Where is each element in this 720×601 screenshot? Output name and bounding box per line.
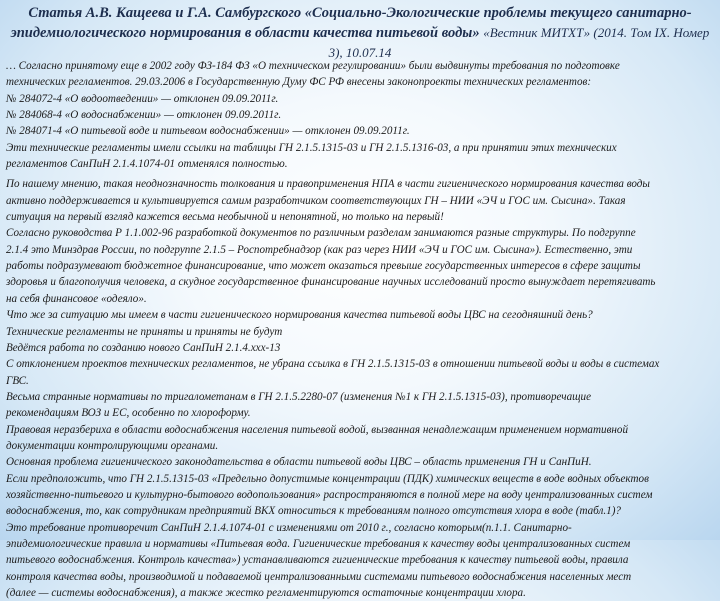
text-line: № 284072-4 «О водоотведении» — отклонен 09.09.2011г. xyxy=(6,92,279,105)
text-line: питьевого водоснабжения. Контроль качества») устанавливаются гигиенические требования к качеству питьевой воды, правила xyxy=(6,554,629,567)
article-title xyxy=(10,4,710,63)
text-line: эпидемиологические правила и нормативы «Питьевая вода. Гигиенические требования к качеству воды централизованных систем xyxy=(6,537,631,550)
text-line: № 284068-4 «О водоснабжении» — отклонен 09.09.2011г. xyxy=(6,109,282,122)
text-line: здоровья и благополучия человека, а скудное государственное финансирование научных исследований просто вынуждает перетягивать xyxy=(6,276,656,289)
text-line: С отклонением проектов технических регламентов, не убрана ссылка в ГН 2.1.5.1315-03 в отношении питьевой воды и воды в системах xyxy=(6,358,660,371)
text-line: Основная проблема гигиенического законодательства в области питьевой воды ЦВС – область применения ГН и СанПиН. xyxy=(6,456,592,469)
article-source: «Вестник МИТХТ» (2014. Том IX. Номер 3), 10.07.14 xyxy=(328,25,710,60)
text-line: Согласно руководства Р 1.1.002-96 разработкой документов по различным разделам занимаются разные структуры. По подгруппе xyxy=(6,227,636,240)
article-title-main: Статья А.В. Кащеева и Г.А. Самбургского «Социально-Экологические проблемы текущего санитарно-эпидемиологического нормирования в области качества питьевой воды» xyxy=(10,5,692,41)
text-line: активно поддерживается и культивируется самим разработчиком соответствующих ГН – НИИ «ЭЧ и ГОС им. Сысина». Такая xyxy=(6,194,626,207)
text-line: Если предположить, что ГН 2.1.5.1315-03 «Предельно допустимые концентрации (ПДК) химических веществ в воде водных объектов xyxy=(6,472,649,485)
text-line: № 284071-4 «О питьевой воде и питьевом водоснабжении» — отклонен 09.09.2011г. xyxy=(6,125,410,138)
text-line: на себя финансовое «одеяло». xyxy=(6,292,147,305)
text-line: Весьма странные нормативы по тригалометанам в ГН 2.1.5.2280-07 (изменения №1 к ГН 2.1.5.1315-03), противоречащие xyxy=(6,390,592,403)
text-line: … Согласно принятому еще в 2002 году ФЗ-184 ФЗ «О техническом регулировании» были выдвинуты требования по подготовке xyxy=(6,60,620,72)
text-line: хозяйственно-питьевого и культурно-бытового водопользования» распространяются в полной мере на воду централизованных систем xyxy=(6,488,653,501)
paragraph-technical-regulations xyxy=(6,58,716,172)
text-line: Технические регламенты не приняты и приняты не будут xyxy=(6,325,283,338)
text-line: водоснабжения, то, как сотрудникам предприятий ВКХ относиться к требованиям полного отсутствия хлора в воде (табл.1)? xyxy=(6,505,621,518)
text-line: рекомендациям ВОЗ и ЕС, особенно по хлороформу. xyxy=(6,407,251,420)
text-line: контроля качества воды, производимой и подаваемой централизованными системами питьевого водоснабжения населенных мест xyxy=(6,570,632,583)
article-body xyxy=(6,58,716,601)
text-line: работы подразумевают бюджетное финансирование, что может оказаться превыше государственных интересов в сфере защиты xyxy=(6,260,641,273)
text-line: Что же за ситуацию мы имеем в части гигиенического нормирования качества питьевой воды ЦВС на сегодняшний день? xyxy=(6,309,593,322)
text-line: технических регламентов. 29.03.2006 в Государственную Думу ФС РФ внесены законопроекты технических регламентов: xyxy=(6,76,592,89)
text-line: (далее — системы водоснабжения), а также жестко регламентируются остаточные концентрации хлора. xyxy=(6,587,526,599)
text-line: Это требование противоречит СанПиН 2.1.4.1074-01 с изменениями от 2010 г., согласно которым(п.1.1. Санитарно- xyxy=(6,521,572,534)
text-line: По нашему мнению, такая неоднозначность толкования и правоприменения НПА в части гигиенического нормирования качества воды xyxy=(6,178,650,191)
paragraph-analysis xyxy=(6,176,716,601)
text-line: Правовая неразбериха в области водоснабжения населения питьевой водой, вызванная ненадлежащим применением нормативной xyxy=(6,423,629,436)
text-line: 2.1.4 это Минздрав России, по подгруппе 2.1.5 – Роспотребнадзор (как раз через НИИ «ЭЧ и ГОС им. Сысина»). Естественно, эти xyxy=(6,243,633,256)
text-line: Ведётся работа по созданию нового СанПиН 2.1.4.ххх-13 xyxy=(6,341,281,354)
text-line: ГВС. xyxy=(6,374,29,387)
text-line: документации контролирующими органами. xyxy=(6,439,219,452)
text-line: регламентов СанПиН 2.1.4.1074-01 отменялся полностью. xyxy=(6,158,288,171)
text-line: ситуация на первый взгляд кажется весьма необычной и непонятной, но только на первый! xyxy=(6,211,444,224)
text-line: Эти технические регламенты имели ссылки на таблицы ГН 2.1.5.1315-03 и ГН 2.1.5.1316-03, а при принятии этих технических xyxy=(6,141,617,154)
